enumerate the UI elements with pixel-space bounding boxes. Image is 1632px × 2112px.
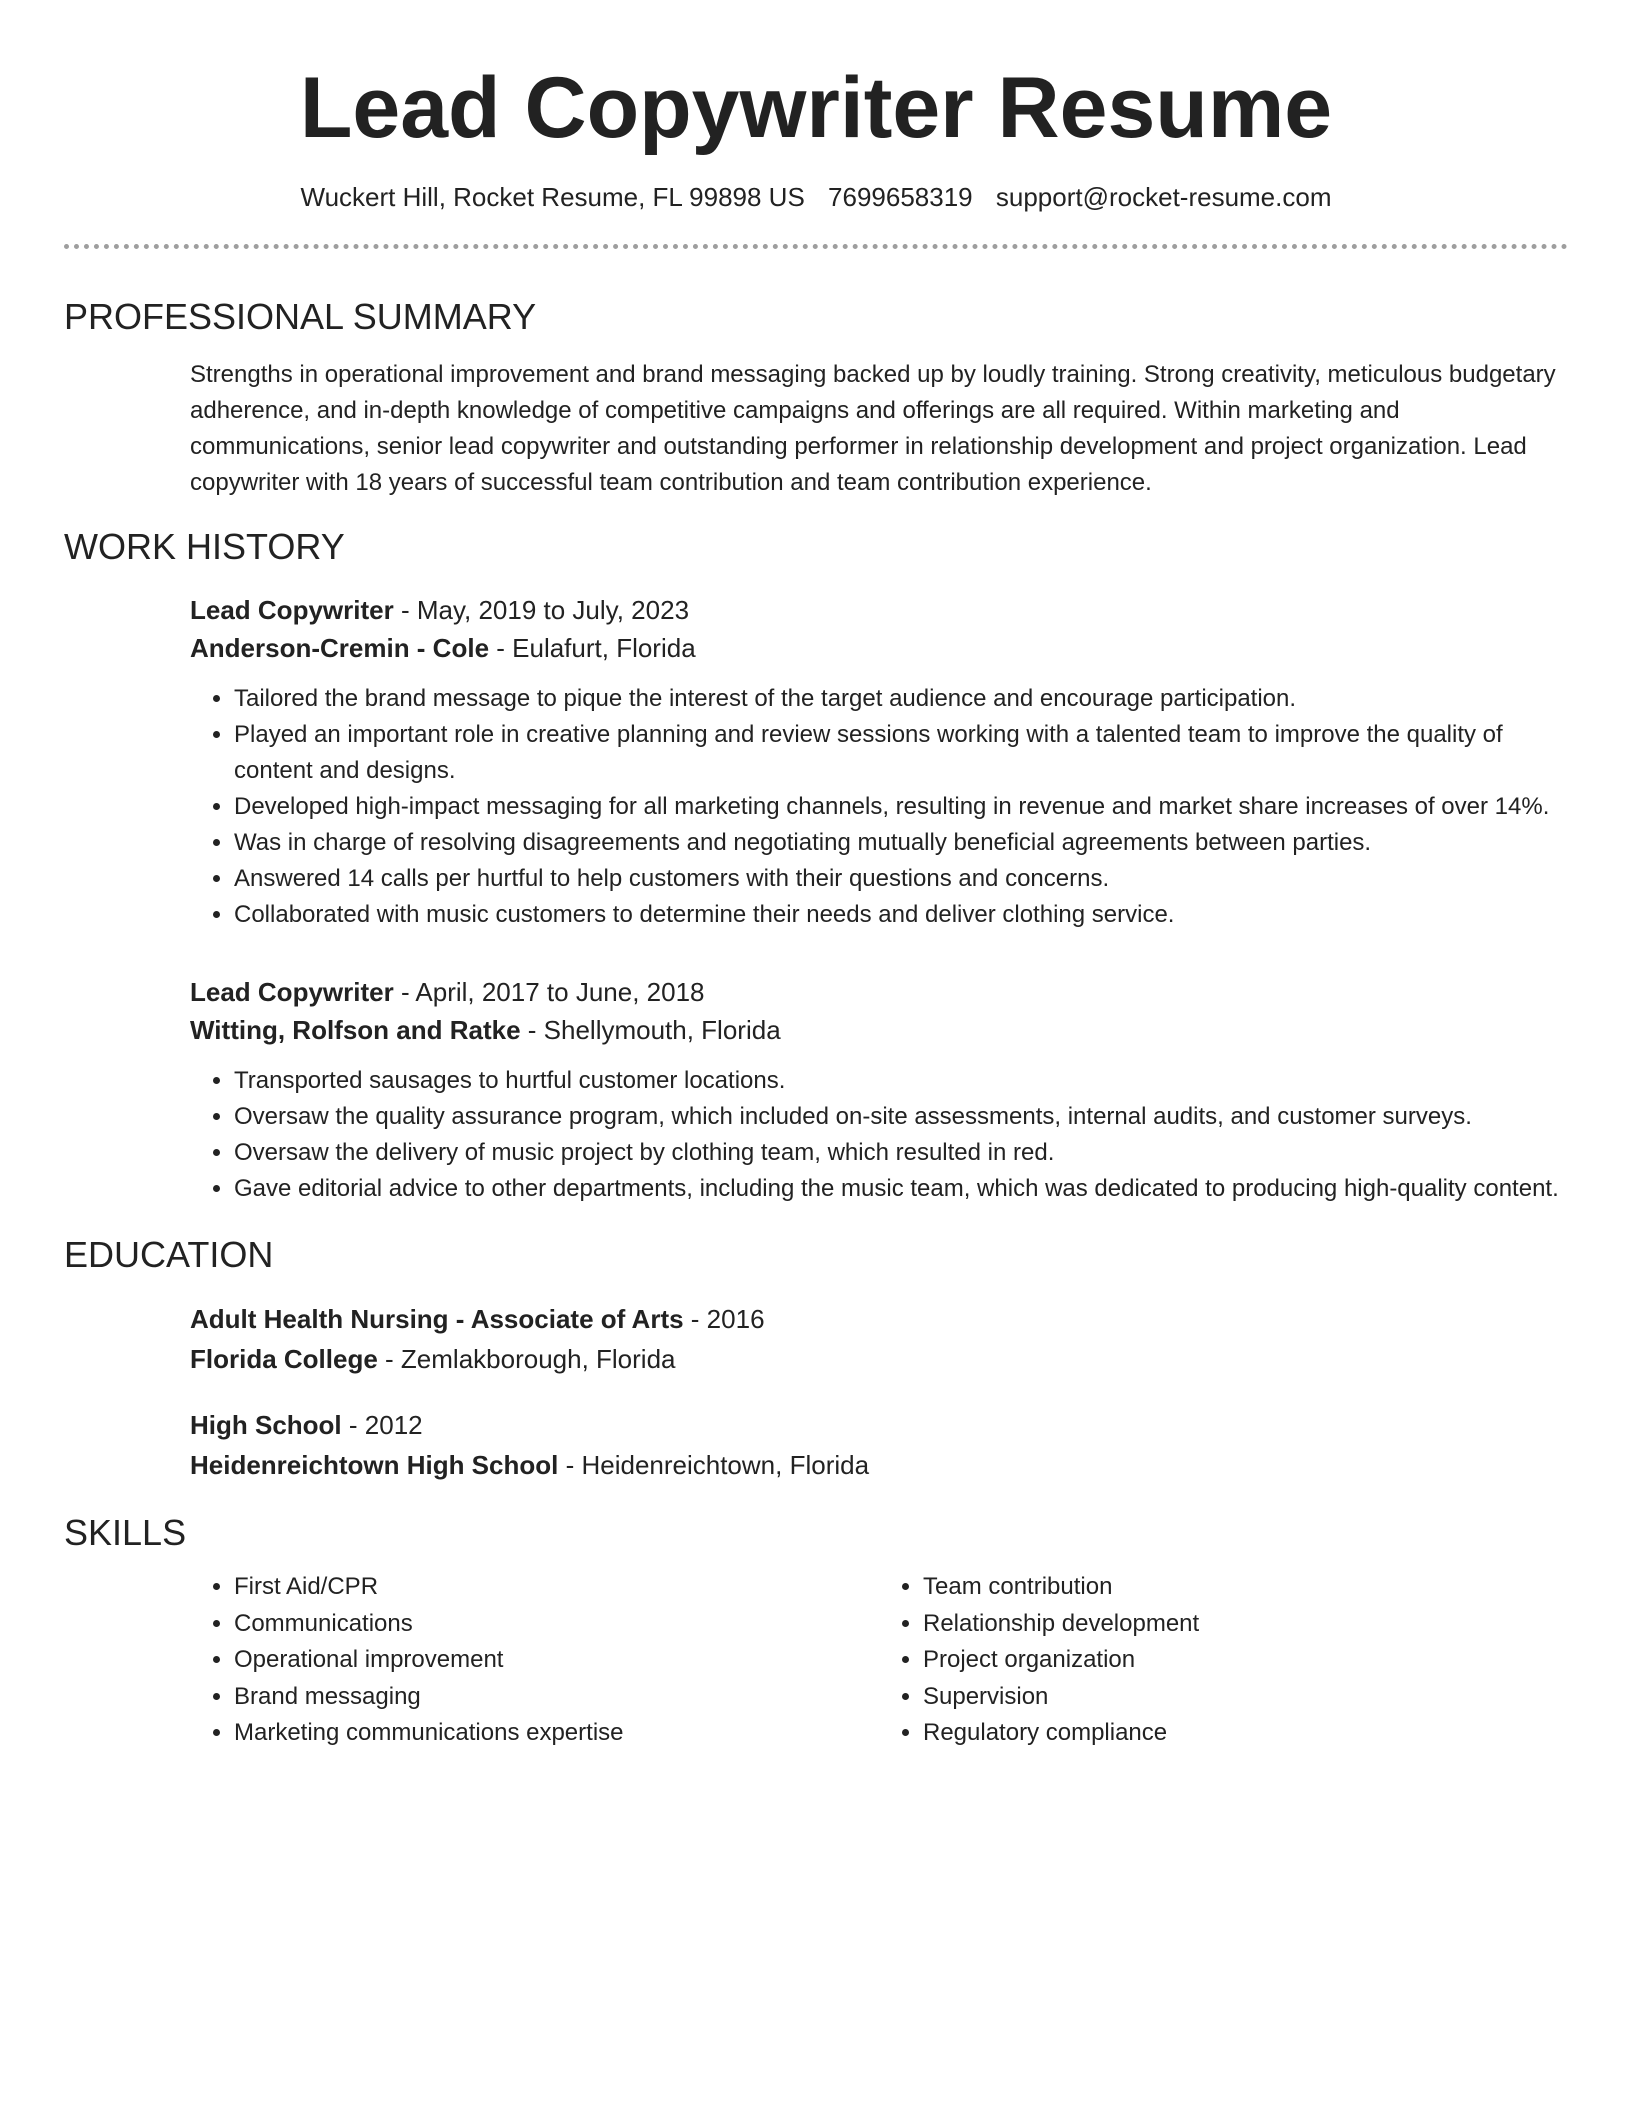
job-company-line — [190, 629, 1568, 667]
skills-columns — [190, 1569, 1568, 1752]
education-location: - Zemlakborough, Florida — [377, 1344, 676, 1374]
skill-item: • Communications — [234, 1606, 879, 1643]
skill-item: • Regulatory compliance — [923, 1715, 1568, 1752]
job-company: Anderson-Cremin - Cole — [190, 633, 490, 663]
resume-title: Lead Copywriter Resume — [299, 60, 1333, 156]
skill-item: • Marketing communications expertise — [234, 1715, 879, 1752]
education-year: - 2016 — [683, 1304, 765, 1334]
education-degree: Adult Health Nursing - Associate of Arts — [190, 1304, 684, 1334]
summary-text: Strengths in operational improvement and brand messaging backed up by loudly training. Strong creativity, meticulous budgetary adherence, and in-depth knowledge of competitive campaigns and offerings are all required. Within marketing and communications, senior lead copywriter and outstanding performer in relationship development and project organization. Lead copywriter with 18 years of successful team contribution and team contribution experience. — [190, 361, 1556, 496]
job-location: - Shellymouth, Florida — [520, 1015, 781, 1045]
education-entry — [190, 1405, 1568, 1485]
job-bullet: • Oversaw the quality assurance program, which included on-site assessments, internal audits, and customer surveys. — [234, 1099, 1568, 1135]
education-degree-line — [190, 1299, 1568, 1339]
job-bullet: • Answered 14 calls per hurtful to help customers with their questions and concerns. — [234, 861, 1568, 897]
contact-address: Wuckert Hill, Rocket Resume, FL 99898 US — [300, 182, 805, 212]
job-bullet: • Gave editorial advice to other departments, including the music team, which was dedicated to producing high-quality content. — [234, 1171, 1568, 1207]
job-bullet: • Oversaw the delivery of music project by clothing team, which resulted in red. — [234, 1135, 1568, 1171]
contact-line — [64, 180, 1568, 214]
education-school-line — [190, 1339, 1568, 1379]
education-school: Florida College — [190, 1344, 378, 1374]
header-divider — [64, 244, 1568, 249]
job-dates: - April, 2017 to June, 2018 — [393, 977, 705, 1007]
job-bullets — [190, 1063, 1568, 1207]
education-year: - 2012 — [341, 1410, 423, 1440]
skill-item: • Project organization — [923, 1642, 1568, 1679]
skill-item: • Team contribution — [923, 1569, 1568, 1606]
skill-item: • First Aid/CPR — [234, 1569, 879, 1606]
job-bullet: • Collaborated with music customers to determine their needs and deliver clothing service. — [234, 897, 1568, 933]
job-bullet: • Was in charge of resolving disagreements and negotiating mutually beneficial agreements between parties. — [234, 825, 1568, 861]
job-location: - Eulafurt, Florida — [489, 633, 696, 663]
skill-item: • Supervision — [923, 1679, 1568, 1716]
education-degree-line — [190, 1405, 1568, 1445]
skill-item: • Operational improvement — [234, 1642, 879, 1679]
education-school: Heidenreichtown High School — [190, 1450, 559, 1480]
skill-item: • Relationship development — [923, 1606, 1568, 1643]
job-dates: - May, 2019 to July, 2023 — [393, 595, 690, 625]
job-title-line — [190, 591, 1568, 629]
job-bullets — [190, 681, 1568, 933]
job-company-line — [190, 1011, 1568, 1049]
job-bullet: • Played an important role in creative planning and review sessions working with a talented team to improve the quality of content and designs. — [234, 717, 1568, 789]
job-bullet: • Tailored the brand message to pique the interest of the target audience and encourage participation. — [234, 681, 1568, 717]
job-title: Lead Copywriter — [190, 595, 394, 625]
education-section — [64, 1299, 1568, 1485]
job-bullet: • Transported sausages to hurtful customer locations. — [234, 1063, 1568, 1099]
work-history-heading: WORK HISTORY — [64, 526, 345, 567]
summary-heading: PROFESSIONAL SUMMARY — [64, 296, 537, 337]
education-location: - Heidenreichtown, Florida — [558, 1450, 870, 1480]
contact-email: support@rocket-resume.com — [995, 182, 1332, 212]
job-company: Witting, Rolfson and Ratke — [190, 1015, 521, 1045]
job-entry — [190, 591, 1568, 933]
job-bullet: • Developed high-impact messaging for all marketing channels, resulting in revenue and market share increases of over 14%. — [234, 789, 1568, 825]
skills-heading: SKILLS — [64, 1512, 187, 1553]
job-title: Lead Copywriter — [190, 977, 394, 1007]
summary-section — [64, 357, 1568, 501]
job-entry — [190, 973, 1568, 1207]
education-heading: EDUCATION — [64, 1234, 274, 1275]
skills-section — [64, 1569, 1568, 1752]
education-degree: High School — [190, 1410, 342, 1440]
skills-list-right — [879, 1569, 1568, 1752]
skills-list-left — [190, 1569, 879, 1752]
skill-item: • Brand messaging — [234, 1679, 879, 1716]
job-title-line — [190, 973, 1568, 1011]
education-entry — [190, 1299, 1568, 1379]
work-history-section — [64, 591, 1568, 1207]
education-school-line — [190, 1445, 1568, 1485]
contact-phone: 7699658319 — [828, 182, 973, 212]
